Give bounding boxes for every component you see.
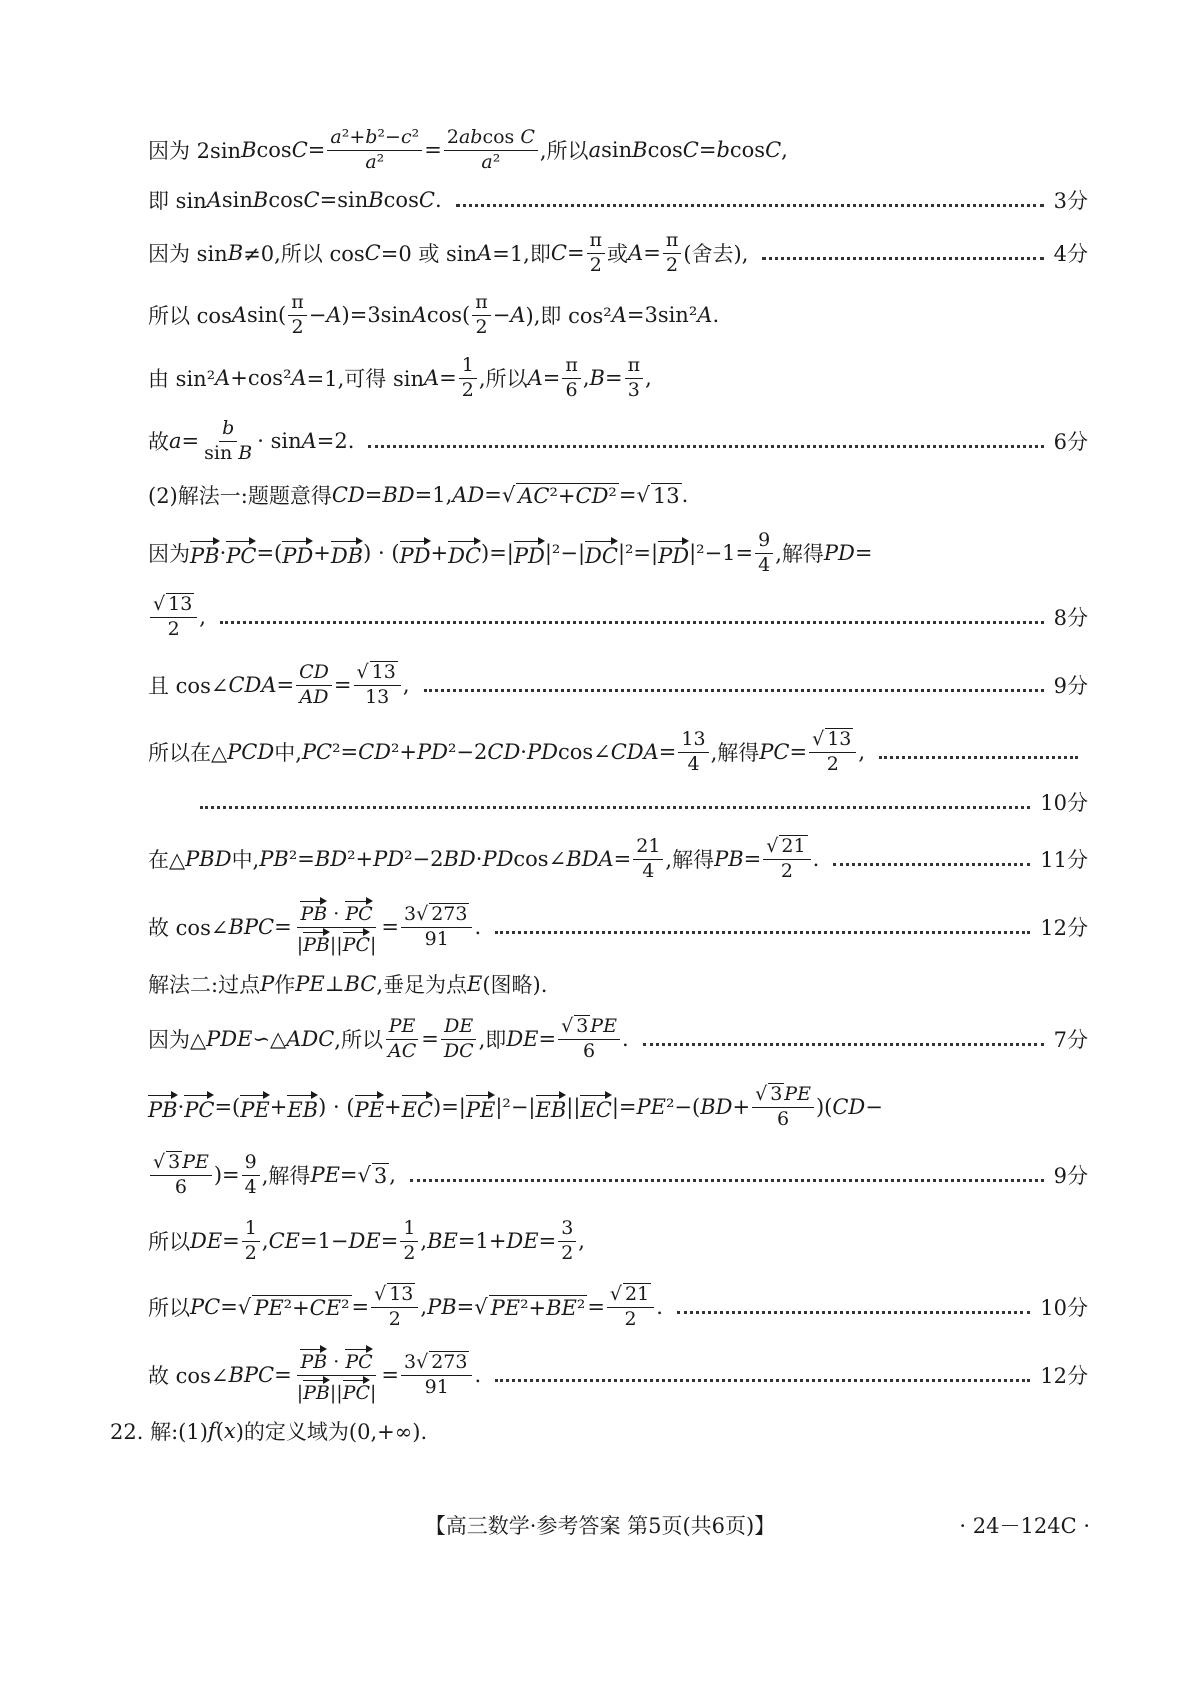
score: 7分 xyxy=(1053,1028,1088,1052)
line-4-text: 所以 cos A sin( $\frac{\pi}{2}$ − A )=3sin A cos( $\frac{\pi}{2}$ − A ),即 cos² A =3sin² A . xyxy=(148,290,720,338)
line-21-text: 故 cos∠ BPC = $\frac{PB \cdot PC}{|PB||PC|}$ = $\frac{3√ 273}{91}$ . xyxy=(148,1346,481,1405)
score: 8分 xyxy=(1053,606,1088,630)
line-19 xyxy=(148,1216,1088,1266)
leader-dots xyxy=(220,621,1044,624)
line-16 xyxy=(148,1014,1088,1064)
line-2 xyxy=(148,185,1088,215)
line-11-text: 所以在△ PCD 中, PC ²= CD ²+ PD ²−2 CD · PD cos∠ CDA = $\frac{13}{4}$ ,解得 PC = $\frac{√ 13}{2}$ , xyxy=(148,727,866,775)
line-6 xyxy=(148,416,1088,466)
line-10 xyxy=(148,660,1088,710)
score: 4分 xyxy=(1053,242,1088,266)
leader-dots xyxy=(495,1379,1030,1382)
line-7 xyxy=(148,478,1088,512)
line-18 xyxy=(148,1150,1088,1200)
footer-code: · 24－124C · xyxy=(959,1514,1090,1538)
score: 12分 xyxy=(1040,1364,1088,1388)
line-14 xyxy=(148,898,1088,956)
line-22-text: 22. 解:(1) f ( x )的定义域为(0,+∞). xyxy=(110,1419,428,1444)
leader-dots xyxy=(456,204,1044,207)
line-4 xyxy=(148,290,1088,340)
line-18-text: $\frac{√ 3 PE}{6}$ )= $\frac{9}{4}$ ,解得 PE =√ 3 , xyxy=(148,1151,396,1199)
footer-title: 【高三数学·参考答案 第5页(共6页)】 xyxy=(424,1514,776,1538)
line-16-text: 因为△ PDE ∽△ ADC ,所以 $\frac{PE}{AC}$ = $\frac{DE}{DC}$ ,即 DE = $\frac{√ 3 PE}{6}$ . xyxy=(148,1014,629,1062)
score: 11分 xyxy=(1040,848,1088,872)
line-13-text: 在△ PBD 中, PB ²= BD ²+ PD ²−2 BD · PD cos∠ BDA = $\frac{21}{4}$ ,解得 PB = $\frac{√ 21}{2}$ . xyxy=(148,834,820,882)
line-2-text: 即 sin A sin B cos C =sin B cos C . xyxy=(148,188,442,213)
line-10-text: 且 cos∠ CDA = $\frac{CD}{AD}$ = $\frac{√ 13}{13}$ , xyxy=(148,660,410,708)
line-8 xyxy=(148,528,1088,578)
leader-dots xyxy=(424,689,1044,692)
score: 12分 xyxy=(1040,916,1088,940)
line-11 xyxy=(148,727,1088,777)
score: 6分 xyxy=(1053,430,1088,454)
line-22 xyxy=(110,1414,1088,1448)
leader-dots xyxy=(643,1043,1044,1046)
score: 10分 xyxy=(1040,1296,1088,1320)
leader-dots xyxy=(495,931,1030,934)
line-5 xyxy=(148,353,1088,403)
line-3-text: 因为 sin B ≠0,所以 cos C =0 或 sin A =1,即 C = $\frac{\pi}{2}$ 或 A = $\frac{\pi}{2}$ (舍去), xyxy=(148,228,749,276)
line-1-text: 因为 2sin B cos C = $\frac{\text{a²+b²−c²}}{\text{a²}}$ = $\frac{\text{2abcos C}}{\text{a²}}$ ,所以 a sin B cos C = b cos C , xyxy=(148,125,788,173)
leader-dots xyxy=(677,1311,1030,1314)
score: 9分 xyxy=(1053,674,1088,698)
score: 10分 xyxy=(1040,791,1088,815)
line-15-text: 解法二:过点 P 作 PE ⊥ BC ,垂足为点 E (图略). xyxy=(148,972,548,997)
leader-dots xyxy=(200,806,1030,809)
line-8-text: 因为 PB · PC =( PD + DB ) · ( PD + DC )=| PD |²−| DC |²=| PD |²−1= $\frac{9}{4}$ ,解得 PD = xyxy=(148,528,873,576)
leader-dots xyxy=(368,445,1043,448)
line-20-text: 所以 PC =√ PE²+CE² = $\frac{√ 13}{2}$ , PB =√ PE²+BE² = $\frac{√ 21}{2}$ . xyxy=(148,1283,663,1330)
line-19-text: 所以 DE = $\frac{1}{2}$ , CE =1− DE = $\frac{1}{2}$ , BE =1+ DE = $\frac{3}{2}$ , xyxy=(148,1216,585,1264)
line-17-text: PB · PC =( PE + EB ) · ( PE + EC )=| PE |²−| EB || EC |= PE ²−( BD + $\frac{√ 3 PE}{6}$ )( CD − xyxy=(148,1083,883,1130)
leader-dots xyxy=(833,863,1030,866)
line-12 xyxy=(200,787,1088,817)
line-6-text: 故 a = $\frac{b}{\text{sin B}}$ · sin A =2. xyxy=(148,416,355,464)
line-3 xyxy=(148,228,1088,278)
line-5-text: 由 sin² A +cos² A =1,可得 sin A = $\frac{1}{2}$ ,所以 A = $\frac{\pi}{6}$ , B = $\frac{\pi}{3}$ , xyxy=(148,353,652,401)
leader-dots xyxy=(879,756,1078,759)
line-17 xyxy=(148,1082,1088,1132)
score: 3分 xyxy=(1053,189,1088,213)
leader-dots xyxy=(410,1179,1044,1182)
line-1 xyxy=(148,125,1088,175)
line-9-text: $\frac{√ 13}{2}$ , xyxy=(148,593,206,641)
line-13 xyxy=(148,834,1088,884)
line-20 xyxy=(148,1282,1088,1332)
line-21 xyxy=(148,1346,1088,1404)
line-7-text: (2)解法一:题题意得 CD = BD =1, AD =√ AC²+CD² =√ 13 . xyxy=(148,483,689,508)
score: 9分 xyxy=(1053,1164,1088,1188)
line-15 xyxy=(148,967,1088,1001)
leader-dots xyxy=(762,257,1043,260)
line-9 xyxy=(148,592,1088,642)
line-14-text: 故 cos∠ BPC = $\frac{PB \cdot PC}{|PB||PC|}$ = $\frac{3√ 273}{91}$ . xyxy=(148,898,481,957)
